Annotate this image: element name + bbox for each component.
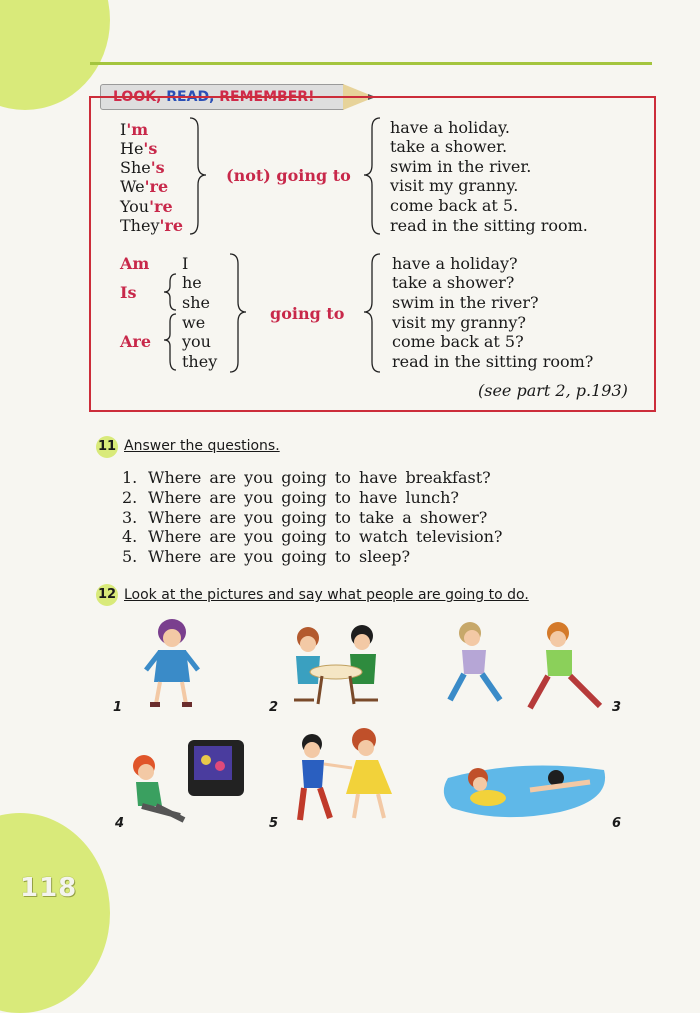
ending: have a holiday.	[390, 118, 511, 137]
exercise-number-badge: 12	[96, 584, 118, 606]
contraction: 're	[159, 216, 183, 235]
children-dancing-illustration	[300, 728, 392, 820]
label-look: LOOK,	[113, 89, 162, 105]
label-read: READ,	[166, 89, 215, 105]
aux-am: Am	[120, 254, 150, 273]
picture-number: 1	[113, 700, 123, 715]
contraction: 're	[144, 177, 169, 196]
ending: visit my granny.	[390, 176, 519, 195]
girl-watching-tv-illustration	[133, 740, 244, 820]
subject: I	[120, 120, 127, 139]
boys-running-illustration	[450, 622, 600, 708]
page-number: 118	[20, 873, 78, 903]
pronoun: I	[182, 254, 189, 273]
pronoun: you	[182, 332, 211, 351]
children-swimming-illustration	[444, 766, 605, 818]
ending: come back at 5.	[390, 196, 519, 215]
subject: We	[120, 177, 145, 196]
question-text: Where are you going to sleep?	[148, 547, 411, 566]
question-text: Where are you going to watch television?	[148, 527, 503, 546]
question-number: 4.	[122, 527, 138, 546]
exercise-instruction: Answer the questions.	[124, 438, 280, 454]
question-text: Where are you going to take a shower?	[148, 508, 488, 527]
aux-is: Is	[120, 283, 137, 302]
picture-number: 4	[115, 816, 125, 831]
ending: read in the sitting room?	[392, 352, 594, 371]
children-eating-illustration	[294, 625, 378, 704]
picture-number: 6	[612, 816, 622, 831]
subject: He	[120, 139, 144, 158]
question-number: 2.	[122, 488, 138, 507]
exercise-number-badge: 11	[96, 436, 118, 458]
ending: visit my granny?	[392, 313, 526, 332]
picture-number: 5	[269, 816, 279, 831]
contraction: 's	[150, 158, 165, 177]
question-text: Where are you going to have lunch?	[148, 488, 460, 507]
question-number: 5.	[122, 547, 138, 566]
ending: have a holiday?	[392, 254, 518, 273]
middle-going-to: going to	[270, 304, 345, 323]
ending: take a shower.	[390, 137, 508, 156]
pronoun: he	[182, 273, 202, 292]
contraction: 'm	[126, 120, 149, 139]
ending: read in the sitting room.	[390, 216, 588, 235]
pronoun: she	[182, 293, 210, 312]
subject: They	[120, 216, 160, 235]
subject: You	[120, 197, 150, 216]
ending: swim in the river.	[390, 157, 532, 176]
reference-note: (see part 2, p.193)	[478, 381, 628, 400]
picture-number: 3	[612, 700, 622, 715]
question-number: 3.	[122, 508, 138, 527]
question-text: Where are you going to have breakfast?	[148, 468, 491, 487]
pronoun: we	[182, 313, 206, 332]
contraction: 's	[143, 139, 158, 158]
ending: come back at 5?	[392, 332, 524, 351]
pronoun: they	[182, 352, 218, 371]
ending: take a shower?	[392, 273, 515, 292]
middle-not-going-to: (not) going to	[226, 166, 351, 185]
subject: She	[120, 158, 151, 177]
ending: swim in the river?	[392, 293, 539, 312]
picture-number: 2	[269, 700, 279, 715]
contraction: 're	[149, 197, 173, 216]
girl-standing-illustration	[146, 619, 198, 707]
label-remember: REMEMBER!	[219, 89, 315, 105]
aux-are: Are	[120, 332, 152, 351]
question-number: 1.	[122, 468, 138, 487]
exercise-instruction: Look at the pictures and say what people are going to do.	[124, 587, 529, 603]
